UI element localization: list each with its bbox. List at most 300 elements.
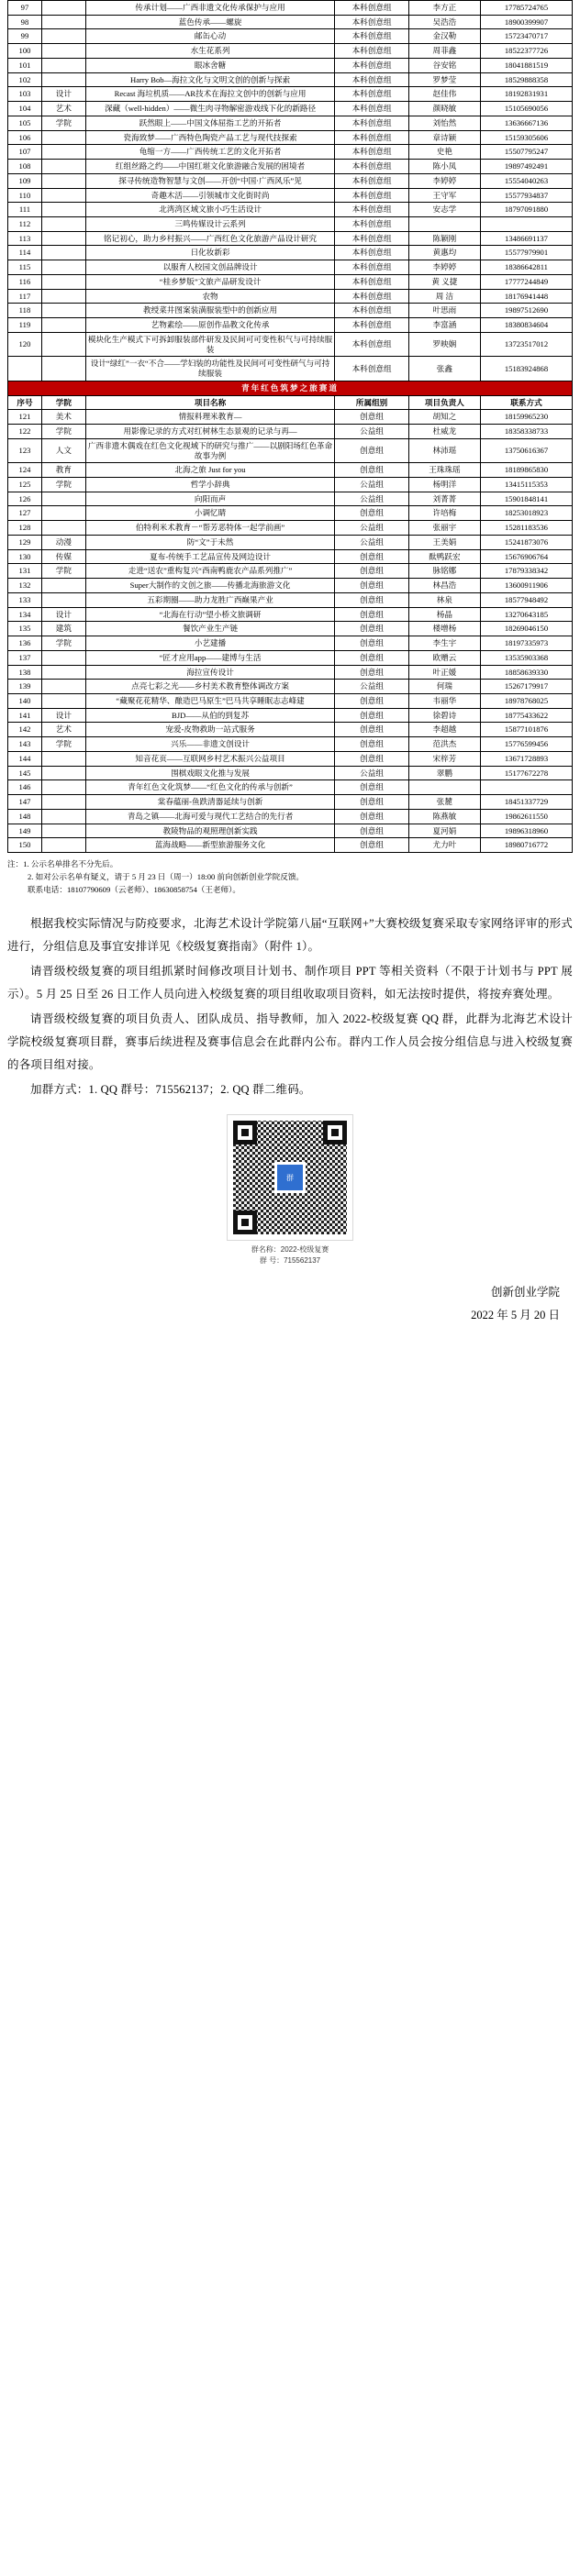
cell-phone: 19896318960 — [481, 824, 573, 838]
cell-no: 135 — [8, 622, 42, 636]
cell-title: 情报料理米教育— — [85, 410, 335, 425]
qq-group-qr-block — [227, 1114, 353, 1266]
cell-no: 128 — [8, 521, 42, 536]
cell-phone: 15676906764 — [481, 549, 573, 564]
cell-phone: 19897512690 — [481, 304, 573, 318]
cell-title: Harry Bob—海拉文化与文明文创的创新与探索 — [85, 72, 335, 87]
cell-group: 本科创意组 — [335, 130, 408, 145]
table-row — [8, 289, 573, 304]
cell-leader: 叶思雨 — [408, 304, 480, 318]
cell-no: 109 — [8, 173, 42, 188]
table-row — [8, 780, 573, 795]
cell-group: 创意组 — [335, 665, 408, 680]
table-row — [8, 665, 573, 680]
cell-phone: 18980716772 — [481, 838, 573, 853]
cell-group: 创意组 — [335, 592, 408, 607]
cell-phone: 18900399907 — [481, 15, 573, 29]
cell-leader: 陈颖刚 — [408, 231, 480, 246]
cell-college: 学院 — [41, 636, 85, 651]
qr-group-name: 群名称：2022-校级复赛 — [251, 1245, 329, 1255]
cell-title: 用影像记录的方式对红树林生态景观的记录与再— — [85, 425, 335, 439]
cell-group: 本科创意组 — [335, 102, 408, 116]
cell-title: 餐饮产业生产链 — [85, 622, 335, 636]
table-row — [8, 173, 573, 188]
cell-group: 本科创意组 — [335, 318, 408, 333]
cell-group: 创意组 — [335, 693, 408, 708]
cell-leader: 李婷婷 — [408, 173, 480, 188]
cell-college — [41, 592, 85, 607]
table-row — [8, 217, 573, 232]
cell-phone: 15877101876 — [481, 723, 573, 737]
cell-no: 129 — [8, 535, 42, 549]
cell-no: 104 — [8, 102, 42, 116]
cell-phone: 18189865830 — [481, 463, 573, 478]
cell-leader: 尤力叶 — [408, 838, 480, 853]
cell-title: 兴乐——非遗文创设计 — [85, 737, 335, 752]
cell-title: 点亮七彩之光——乡村美术教育整体调改方案 — [85, 680, 335, 694]
cell-college: 设计 — [41, 708, 85, 723]
cell-title: 青年红色文化筑梦——“红色文化的传承与创新” — [85, 780, 335, 795]
cell-phone: 15159305606 — [481, 130, 573, 145]
table-row — [8, 838, 573, 853]
qr-caption — [227, 1244, 353, 1266]
cell-college — [41, 44, 85, 59]
cell-phone: 18358338733 — [481, 425, 573, 439]
table-header-row — [8, 395, 573, 410]
cell-group: 创意组 — [335, 463, 408, 478]
cell-title: “藏聚花花精华、酿造巴马原生”巴马共享睡眠志志峰建 — [85, 693, 335, 708]
cell-group: 创意组 — [335, 549, 408, 564]
cell-college: 学院 — [41, 564, 85, 579]
cell-group: 公益组 — [335, 766, 408, 780]
cell-college — [41, 274, 85, 289]
cell-title: 模块化生产模式下可拆卸服装部件研发及民间可可变性积气与可持续服装 — [85, 332, 335, 356]
cell-leader: 杨明洋 — [408, 477, 480, 492]
cell-college — [41, 809, 85, 824]
cell-phone: 18522377726 — [481, 44, 573, 59]
cell-leader: 罗梦莹 — [408, 72, 480, 87]
cell-phone: 19862611550 — [481, 809, 573, 824]
cell-phone: 13636667136 — [481, 116, 573, 130]
cell-leader: 张麓 — [408, 795, 480, 810]
qr-center-logo: 群 — [274, 1162, 306, 1193]
cell-no: 122 — [8, 425, 42, 439]
table-row — [8, 357, 573, 381]
table-row — [8, 160, 573, 174]
body-text-block — [7, 912, 573, 1101]
qr-code-image — [227, 1114, 353, 1241]
cell-no: 123 — [8, 438, 42, 462]
cell-group: 公益组 — [335, 477, 408, 492]
cell-college — [41, 650, 85, 665]
cell-phone: 18529888358 — [481, 72, 573, 87]
cell-phone: 15554040263 — [481, 173, 573, 188]
table-row — [8, 636, 573, 651]
cell-leader: 李富涵 — [408, 318, 480, 333]
cell-college — [41, 795, 85, 810]
cell-group: 本科创意组 — [335, 15, 408, 29]
cell-leader: 周菲鑫 — [408, 44, 480, 59]
cell-phone: 15507795247 — [481, 145, 573, 160]
cell-no: 131 — [8, 564, 42, 579]
cell-college: 美术 — [41, 410, 85, 425]
cell-phone: 18858639330 — [481, 665, 573, 680]
cell-no: 114 — [8, 246, 42, 260]
table-row — [8, 737, 573, 752]
cell-college — [41, 160, 85, 174]
qr-marker-top-left — [233, 1121, 257, 1144]
cell-leader: 章诗颖 — [408, 130, 480, 145]
cell-no: 110 — [8, 188, 42, 203]
cell-leader: 刘菁菁 — [408, 492, 480, 506]
cell-phone: 17785724765 — [481, 1, 573, 16]
table-row — [8, 304, 573, 318]
cell-college — [41, 203, 85, 217]
cell-leader — [408, 780, 480, 795]
cell-no: 113 — [8, 231, 42, 246]
cell-college — [41, 332, 85, 356]
cell-phone: 15901848141 — [481, 492, 573, 506]
cell-college — [41, 260, 85, 275]
cell-no: 144 — [8, 751, 42, 766]
cell-leader: 李超越 — [408, 723, 480, 737]
cell-leader: 王美娟 — [408, 535, 480, 549]
cell-leader: 范洪杰 — [408, 737, 480, 752]
cell-title: 奇趣木活——引领城市文化街时尚 — [85, 188, 335, 203]
cell-leader: 宋梓芳 — [408, 751, 480, 766]
cell-group: 创意组 — [335, 438, 408, 462]
cell-no: 119 — [8, 318, 42, 333]
cell-group: 本科创意组 — [335, 44, 408, 59]
cell-phone: 13671728893 — [481, 751, 573, 766]
cell-phone: 18978768025 — [481, 693, 573, 708]
cell-no: 139 — [8, 680, 42, 694]
table-row — [8, 463, 573, 478]
cell-phone — [481, 780, 573, 795]
column-header-0: 序号 — [8, 395, 42, 410]
cell-no: 130 — [8, 549, 42, 564]
cell-title: 知音花页——互联网乡村艺术振兴公益项目 — [85, 751, 335, 766]
body-paragraph-2: 请晋级校级复赛的项目组抓紧时间修改项目计划书、制作项目 PPT 等相关资料（不限于计划书与 PPT 展示）。5 月 25 日至 26 日工作人员向进入校级复赛的项目组收取项目资料，如无法按时提供，将按弃赛处理。 — [7, 965, 573, 1001]
cell-phone: 18577948492 — [481, 592, 573, 607]
cell-leader: 楼增杨 — [408, 622, 480, 636]
cell-phone: 18253018923 — [481, 506, 573, 521]
table-row — [8, 795, 573, 810]
cell-college: 传媒 — [41, 549, 85, 564]
cell-group: 公益组 — [335, 521, 408, 536]
cell-title: Super大制作的文创之旅——传播北海旅游文化 — [85, 579, 335, 593]
table-row — [8, 751, 573, 766]
cell-phone: 15776599456 — [481, 737, 573, 752]
section-banner-title: 青年红色筑梦之旅赛道 — [8, 381, 573, 395]
table-row — [8, 650, 573, 665]
table-row — [8, 72, 573, 87]
cell-leader: 林昌浩 — [408, 579, 480, 593]
table-row — [8, 438, 573, 462]
table-row — [8, 188, 573, 203]
cell-group: 本科创意组 — [335, 87, 408, 102]
table-row — [8, 246, 573, 260]
cell-leader: 李方正 — [408, 1, 480, 16]
table-row — [8, 231, 573, 246]
table-row — [8, 521, 573, 536]
table-row — [8, 809, 573, 824]
cell-leader — [408, 217, 480, 232]
cell-title: 深藏（well-hidden）——微生肉寻物解密游戏线下化的新路径 — [85, 102, 335, 116]
cell-title: 水生花系列 — [85, 44, 335, 59]
cell-group: 创意组 — [335, 780, 408, 795]
cell-title: 龟缩一方——广西传统工艺的文化开拓者 — [85, 145, 335, 160]
table-row — [8, 29, 573, 44]
cell-college — [41, 579, 85, 593]
cell-group: 本科创意组 — [335, 160, 408, 174]
cell-group: 本科创意组 — [335, 289, 408, 304]
cell-leader: 金汉勒 — [408, 29, 480, 44]
cell-college — [41, 289, 85, 304]
cell-no: 146 — [8, 780, 42, 795]
table-row — [8, 535, 573, 549]
cell-phone: 13535903368 — [481, 650, 573, 665]
cell-no: 97 — [8, 1, 42, 16]
table-row — [8, 425, 573, 439]
cell-no: 149 — [8, 824, 42, 838]
cell-group: 公益组 — [335, 680, 408, 694]
cell-no: 118 — [8, 304, 42, 318]
cell-leader: 何瑞 — [408, 680, 480, 694]
table-row — [8, 260, 573, 275]
cell-phone: 15281183536 — [481, 521, 573, 536]
cell-leader: 杨晶 — [408, 607, 480, 622]
table-row — [8, 477, 573, 492]
cell-title: 以服育人校园文创品牌设计 — [85, 260, 335, 275]
cell-title: 艺物素绘——原创作品教文化传承 — [85, 318, 335, 333]
column-header-3: 所属组别 — [335, 395, 408, 410]
table-row — [8, 58, 573, 72]
cell-no: 134 — [8, 607, 42, 622]
cell-group: 创意组 — [335, 607, 408, 622]
cell-title: 农物 — [85, 289, 335, 304]
cell-no: 98 — [8, 15, 42, 29]
cell-leader: 吴浩浩 — [408, 15, 480, 29]
cell-leader: 翠鹏 — [408, 766, 480, 780]
cell-college: 艺术 — [41, 102, 85, 116]
notes-block — [7, 858, 573, 896]
cell-no: 132 — [8, 579, 42, 593]
column-header-1: 学院 — [41, 395, 85, 410]
cell-college — [41, 521, 85, 536]
cell-no: 106 — [8, 130, 42, 145]
cell-group: 本科创意组 — [335, 217, 408, 232]
table-row — [8, 592, 573, 607]
cell-title: BJD——从伯的到复苏 — [85, 708, 335, 723]
cell-title: 教绶菜井图案装潢服装型中的创新应用 — [85, 304, 335, 318]
table-row — [8, 579, 573, 593]
cell-phone: 13270643185 — [481, 607, 573, 622]
cell-group: 本科创意组 — [335, 203, 408, 217]
signature-org: 创新创业学院 — [490, 1286, 560, 1299]
cell-phone: 13600911906 — [481, 579, 573, 593]
table-row — [8, 116, 573, 130]
cell-title: 蓝海战略——新型旅游服务文化 — [85, 838, 335, 853]
cell-no: 150 — [8, 838, 42, 853]
cell-title: 邮缶心动 — [85, 29, 335, 44]
cell-group: 本科创意组 — [335, 145, 408, 160]
cell-title: 伯特利米术教育－“帮芳恶特体一起学前画” — [85, 521, 335, 536]
table-row — [8, 102, 573, 116]
cell-no: 115 — [8, 260, 42, 275]
cell-no: 142 — [8, 723, 42, 737]
table-row — [8, 549, 573, 564]
cell-title: 小调忆睛 — [85, 506, 335, 521]
cell-phone: 18269046150 — [481, 622, 573, 636]
cell-college — [41, 29, 85, 44]
table-body-top — [8, 1, 573, 381]
cell-no: 103 — [8, 87, 42, 102]
cell-phone: 18159965230 — [481, 410, 573, 425]
table-row — [8, 410, 573, 425]
cell-leader: 安志学 — [408, 203, 480, 217]
cell-title: 铭记初心，助力乡村振兴——广西红色文化旅游产品设计研究 — [85, 231, 335, 246]
cell-no: 125 — [8, 477, 42, 492]
cell-college: 学院 — [41, 737, 85, 752]
cell-leader: 杜威龙 — [408, 425, 480, 439]
note-line-2: 2. 如对公示名单有疑义，请于 5 月 23 日（周一）18:00 前向创新创业学院反馈。 — [28, 871, 305, 881]
cell-college: 动漫 — [41, 535, 85, 549]
cell-title: 瓷海致梦——广西特色陶瓷产品工艺与现代技探索 — [85, 130, 335, 145]
table-body-bottom — [8, 410, 573, 853]
cell-leader: 韦丽华 — [408, 693, 480, 708]
cell-group: 本科创意组 — [335, 332, 408, 356]
cell-no: 120 — [8, 332, 42, 356]
cell-phone — [481, 217, 573, 232]
cell-no: 140 — [8, 693, 42, 708]
cell-leader: 夏河娟 — [408, 824, 480, 838]
cell-leader: 李生宇 — [408, 636, 480, 651]
cell-title: 广西非遗木偶戏在红色文化视域下的研究与推广——以剧阳场红色革命故事为例 — [85, 438, 335, 462]
cell-title: 三鸣传媒设计云系列 — [85, 217, 335, 232]
cell-leader: 周 洁 — [408, 289, 480, 304]
cell-leader: 酞鸭跃宏 — [408, 549, 480, 564]
cell-phone: 18197335973 — [481, 636, 573, 651]
cell-college — [41, 693, 85, 708]
cell-leader: 林沛瑶 — [408, 438, 480, 462]
cell-leader: 林泉 — [408, 592, 480, 607]
cell-phone: 15577979901 — [481, 246, 573, 260]
body-paragraph-1: 根据我校实际情况与防疫要求，北海艺术设计学院第八届“互联网+”大赛校级复赛采取专家网络评审的形式进行，分组信息及事宜安排详见《校级复赛指南》（附件 1）。 — [7, 917, 573, 954]
cell-title: Recast 海垃机质——AR技术在海拉文创中的创新与应用 — [85, 87, 335, 102]
note-line-1: 注：1. 公示名单排名不分先后。 — [7, 859, 118, 869]
table-row — [8, 44, 573, 59]
cell-group: 本科创意组 — [335, 260, 408, 275]
cell-group: 本科创意组 — [335, 29, 408, 44]
cell-no: 112 — [8, 217, 42, 232]
cell-no: 147 — [8, 795, 42, 810]
cell-phone: 18775433622 — [481, 708, 573, 723]
table-row — [8, 130, 573, 145]
cell-leader: 颜晓敏 — [408, 102, 480, 116]
table-banner-section — [8, 381, 573, 409]
cell-phone: 13486691137 — [481, 231, 573, 246]
table-row — [8, 607, 573, 622]
note-line-3: 联系电话：18107790609（云老师）、18630858754（王老师）。 — [28, 884, 241, 894]
cell-no: 100 — [8, 44, 42, 59]
cell-leader: 徐碧诗 — [408, 708, 480, 723]
column-header-5: 联系方式 — [481, 395, 573, 410]
cell-college — [41, 492, 85, 506]
cell-group: 本科创意组 — [335, 357, 408, 381]
cell-title: 向阳而声 — [85, 492, 335, 506]
cell-college — [41, 665, 85, 680]
table-row — [8, 492, 573, 506]
cell-title: 小艺建播 — [85, 636, 335, 651]
column-header-4: 项目负责人 — [408, 395, 480, 410]
cell-title: 围棋戏眼文化推与发展 — [85, 766, 335, 780]
cell-group: 创意组 — [335, 636, 408, 651]
cell-college: 教育 — [41, 463, 85, 478]
cell-college: 学院 — [41, 477, 85, 492]
cell-college — [41, 173, 85, 188]
cell-group: 本科创意组 — [335, 58, 408, 72]
table-row — [8, 15, 573, 29]
cell-leader: 陈小凤 — [408, 160, 480, 174]
cell-group: 创意组 — [335, 579, 408, 593]
cell-group: 公益组 — [335, 535, 408, 549]
cell-title: 走进“送农”重构复兴“西南鸭鹿农产品系列推广” — [85, 564, 335, 579]
cell-leader: 谷安铭 — [408, 58, 480, 72]
cell-no: 99 — [8, 29, 42, 44]
cell-title: “北海在行动”望小桥文旅调研 — [85, 607, 335, 622]
cell-title: 防“文”于未然 — [85, 535, 335, 549]
cell-no: 108 — [8, 160, 42, 174]
qr-group-number: 群 号：715562137 — [259, 1256, 321, 1266]
cell-college — [41, 824, 85, 838]
cell-leader: 欧赠云 — [408, 650, 480, 665]
cell-group: 创意组 — [335, 737, 408, 752]
cell-leader: 史艳 — [408, 145, 480, 160]
cell-college — [41, 357, 85, 381]
project-list-table — [7, 0, 573, 853]
cell-group: 创意组 — [335, 506, 408, 521]
cell-no: 124 — [8, 463, 42, 478]
cell-no: 126 — [8, 492, 42, 506]
cell-group: 创意组 — [335, 723, 408, 737]
cell-group: 创意组 — [335, 809, 408, 824]
table-row — [8, 203, 573, 217]
cell-phone: 19897492491 — [481, 160, 573, 174]
table-row — [8, 1, 573, 16]
cell-college: 设计 — [41, 607, 85, 622]
cell-group: 本科创意组 — [335, 188, 408, 203]
cell-phone: 13750616367 — [481, 438, 573, 462]
cell-phone: 17777244849 — [481, 274, 573, 289]
cell-phone: 15105690056 — [481, 102, 573, 116]
cell-phone: 18797091880 — [481, 203, 573, 217]
cell-college — [41, 838, 85, 853]
cell-group: 公益组 — [335, 492, 408, 506]
cell-no: 117 — [8, 289, 42, 304]
cell-group: 本科创意组 — [335, 304, 408, 318]
cell-college — [41, 217, 85, 232]
cell-leader: 胡知之 — [408, 410, 480, 425]
cell-phone: 18192831931 — [481, 87, 573, 102]
cell-college — [41, 15, 85, 29]
cell-no: 141 — [8, 708, 42, 723]
cell-group: 本科创意组 — [335, 72, 408, 87]
cell-phone: 15177672278 — [481, 766, 573, 780]
cell-college: 建筑 — [41, 622, 85, 636]
cell-leader: 许培梅 — [408, 506, 480, 521]
cell-no: 102 — [8, 72, 42, 87]
